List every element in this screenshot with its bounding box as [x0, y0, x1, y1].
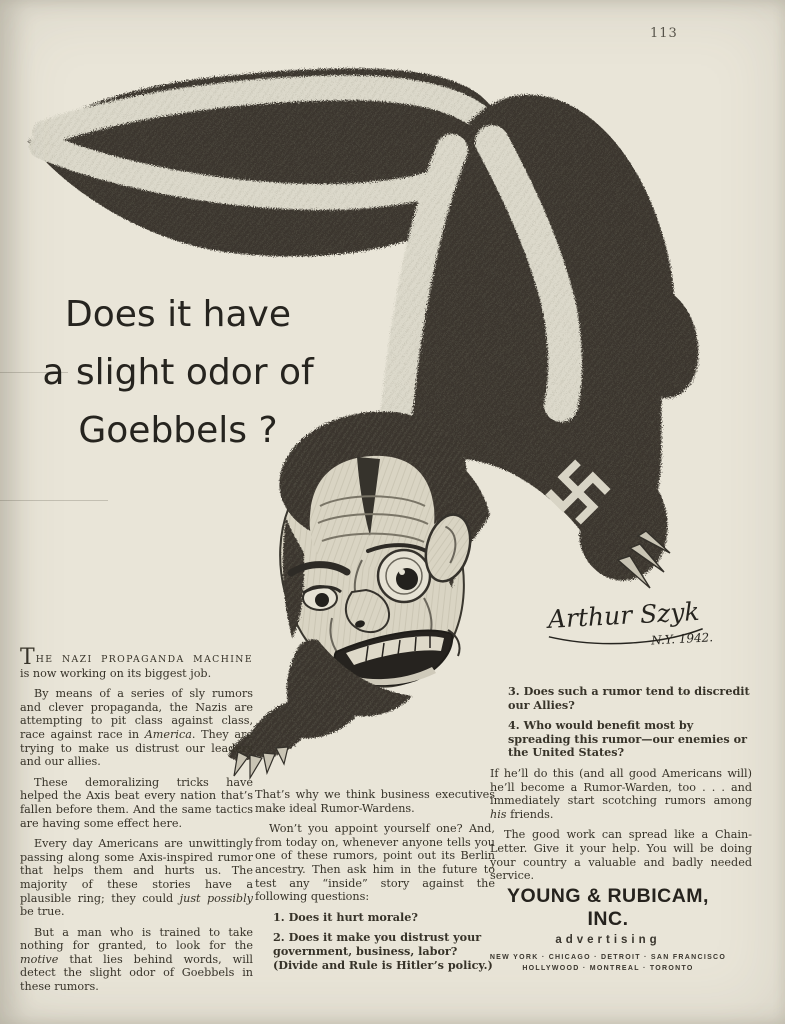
- agency-cities-line-2: HOLLYWOOD · MONTREAL · TORONTO: [522, 965, 694, 972]
- paragraph: These demoralizing tricks have helped the Axis beat every nation that’s fallen before them. And the same tactics are having some effect here.: [20, 775, 253, 830]
- headline-line-1: Does it have: [65, 294, 291, 335]
- question-4: 4. Who would benefit most by spreading this rumor—our enemies or the United States?: [508, 718, 747, 760]
- lead-paragraph: THE NAZI PROPAGANDA MACHINE is now working on its biggest job.: [20, 645, 253, 680]
- paragraph: Every day Americans are unwittingly passing along some Axis-inspired rumor that helps them and hurts us. The majority of these stories have a plausible ring; they could just possibly be true.: [20, 837, 253, 919]
- signature-place-date: N.Y. 1942.: [650, 630, 714, 648]
- agency-cities-line-1: NEW YORK · CHICAGO · DETROIT · SAN FRANCISCO: [489, 954, 727, 961]
- headline-line-3: Goebbels ?: [78, 410, 278, 451]
- agency-name: YOUNG & RUBICAM, INC.: [507, 885, 709, 930]
- paragraph: Won’t you appoint yourself one? And, from today on, whenever anyone tells you one of these rumors, point out its Berlin ancestry. Then ask him in the future to test any “inside” story against the following questions:: [255, 822, 495, 904]
- agency-tagline: advertising: [555, 934, 661, 946]
- right-eye: [378, 550, 430, 602]
- agency-cities: [484, 952, 732, 974]
- question-1: 1. Does it hurt morale?: [273, 909, 418, 924]
- headline-line-2: a slight odor of: [42, 352, 314, 393]
- paragraph: But a man who is trained to take nothing for granted, to look for the motive that lies behind words, will detect the slight odor of Goebbels in these rumors.: [20, 925, 253, 994]
- paragraph: The good work can spread like a Chain-Letter. Give it your help. You will be doing your country a valuable and badly needed service.: [490, 828, 752, 883]
- agency-logotype: [484, 885, 732, 974]
- body-column-1: [20, 645, 253, 1001]
- paragraph: If he’ll do this (and all good Americans will) he’ll become a Rumor-Warden, too . . . and immediately start scotching rumors among his friends.: [490, 766, 752, 821]
- artist-signature: [545, 596, 713, 653]
- body-column-2: [255, 788, 495, 979]
- question-2: 2. Does it make you distrust your government, business, labor? (Divide and Rule is Hitler’s policy.): [273, 930, 493, 972]
- body-column-3: [490, 685, 752, 890]
- paragraph: That’s why we think business executives make ideal Rumor-Wardens.: [255, 788, 495, 815]
- signature-name: Arthur Szyk: [547, 596, 701, 634]
- page-number: 113: [650, 26, 678, 41]
- headline: [36, 286, 320, 460]
- paragraph: By means of a series of sly rumors and clever propaganda, the Nazis are attempting to pit class against class, race against race in America. They are trying to make us distrust our leaders and our allies.: [20, 687, 253, 769]
- question-3: 3. Does such a rumor tend to discredit our Allies?: [508, 684, 750, 712]
